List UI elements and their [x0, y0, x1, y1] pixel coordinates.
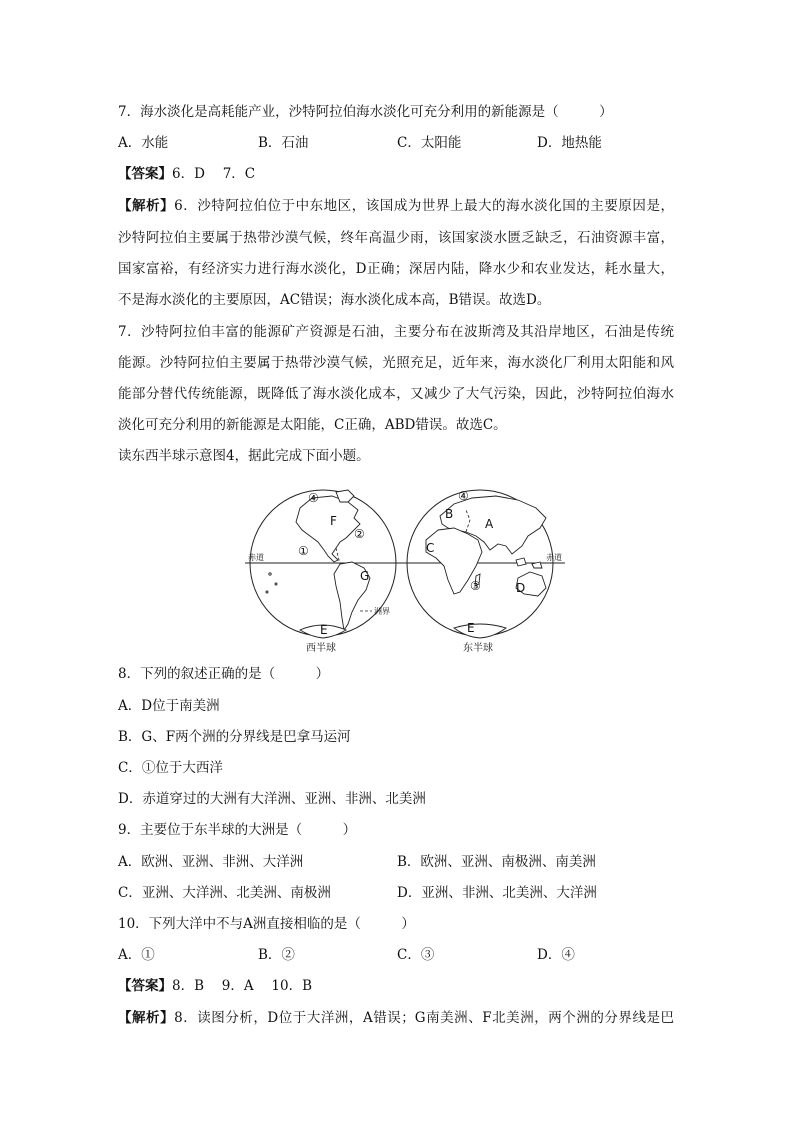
q10-option-c: C．③ [397, 947, 435, 963]
map-label-ocean4-east: ④ [458, 489, 469, 503]
answer-block-2 [118, 976, 312, 996]
map-label-ocean1: ① [298, 544, 309, 558]
answer-tag: 【答案】 [118, 978, 172, 994]
analysis-tag: 【解析】 [118, 198, 175, 214]
analysis-line: 能部分替代传统能源，既降低了海水淡化成本，又减少了大气污染，因此，沙特阿拉伯海水 [118, 386, 674, 402]
map-label-C: C [426, 541, 435, 555]
q9-option-b: B．欧洲、亚洲、南极洲、南美洲 [397, 854, 596, 870]
q7-option-d: D．地热能 [537, 135, 602, 151]
q10-option-a: A．① [118, 947, 155, 963]
answer-text: 8．B 9．A 10．B [172, 978, 313, 994]
q7-option-a: A．水能 [118, 135, 169, 151]
q8-option-c: C．①位于大西洋 [118, 760, 223, 776]
analysis-line: 7．沙特阿拉伯丰富的能源矿产资源是石油，主要分布在波斯湾及其沿岸地区，石油是传统 [118, 324, 674, 340]
q8-option-a: A．D位于南美洲 [118, 698, 220, 714]
analysis-line [118, 196, 674, 216]
equator-label-east: 赤道 [546, 553, 562, 562]
map-label-B: B [445, 507, 454, 521]
q9-stem: 9．主要位于东半球的大洲是（ ） [118, 822, 357, 838]
q7-stem: 7．海水淡化是高耗能产业，沙特阿拉伯海水淡化可充分利用的新能源是（ ） [118, 104, 613, 120]
map-label-D: D [516, 581, 526, 595]
map-label-ocean4-west: ④ [308, 491, 319, 505]
map-label-E-west: E [320, 623, 328, 637]
equator-label-west: 赤道 [248, 553, 264, 562]
q8-option-d: D．赤道穿过的大洲有大洋洲、亚洲、非洲、北美洲 [118, 791, 426, 807]
q9-option-a: A．欧洲、亚洲、非洲、大洋洲 [118, 854, 304, 870]
analysis-line: 沙特阿拉伯主要属于热带沙漠气候，终年高温少雨，该国家淡水匮乏缺乏，石油资源丰富， [118, 230, 674, 246]
q8-option-b: B．G、F两个洲的分界线是巴拿马运河 [118, 729, 351, 745]
q9-option-d: D．亚洲、非洲、北美洲、大洋洲 [397, 885, 597, 901]
map-label-G: G [360, 569, 370, 583]
q9-option-c: C．亚洲、大洋洲、北美洲、南极洲 [118, 885, 331, 901]
q7-option-b: B．石油 [258, 135, 309, 151]
west-hemisphere-caption: 西半球 [306, 643, 336, 654]
map-label-ocean2: ② [354, 527, 365, 541]
analysis-text: 8．读图分析，D位于大洋洲，A错误；G南美洲、F北美洲，两个洲的分界线是巴 [174, 1010, 675, 1026]
map-label-ocean3: ③ [470, 579, 481, 593]
antarctica-east-shape [454, 624, 506, 638]
americas-boundary [336, 548, 340, 564]
q10-option-b: B．② [258, 947, 295, 963]
q7-option-c: C．太阳能 [397, 135, 462, 151]
map-intro: 读东西半球示意图4，据此完成下面小题。 [118, 448, 370, 464]
answer-block-1 [118, 164, 255, 184]
map-label-E-east: E [467, 621, 475, 635]
map-label-F: F [330, 514, 337, 528]
analysis-line [118, 1008, 674, 1028]
analysis-tag: 【解析】 [118, 1010, 175, 1026]
analysis-line: 国家富裕，有经济实力进行海水淡化，D正确；深居内陆，降水少和农业发达，耗水量大， [118, 261, 674, 277]
analysis-text: 6．沙特阿拉伯位于中东地区，该国成为世界上最大的海水淡化国的主要原因是， [174, 198, 675, 214]
analysis-line: 不是海水淡化的主要原因，AC错误；海水淡化成本高，B错误。故选D。 [118, 292, 551, 308]
answer-tag: 【答案】 [118, 166, 172, 182]
legend-label: 洲界 [374, 607, 390, 616]
analysis-line: 能源。沙特阿拉伯主要属于热带沙漠气候，光照充足，近年来，海水淡化厂利用太阳能和风 [118, 355, 674, 371]
answer-text: 6．D 7．C [172, 166, 256, 182]
q8-stem: 8．下列的叙述正确的是（ ） [118, 666, 330, 682]
analysis-line: 淡化可充分利用的新能源是太阳能，C正确，ABD错误。故选C。 [118, 417, 507, 433]
q10-stem: 10．下列大洋中不与A洲直接相临的是（ ） [118, 916, 415, 932]
east-hemisphere-caption: 东半球 [463, 643, 493, 654]
hemisphere-map [240, 480, 570, 658]
map-label-A: A [485, 517, 494, 531]
q10-option-d: D．④ [537, 947, 575, 963]
